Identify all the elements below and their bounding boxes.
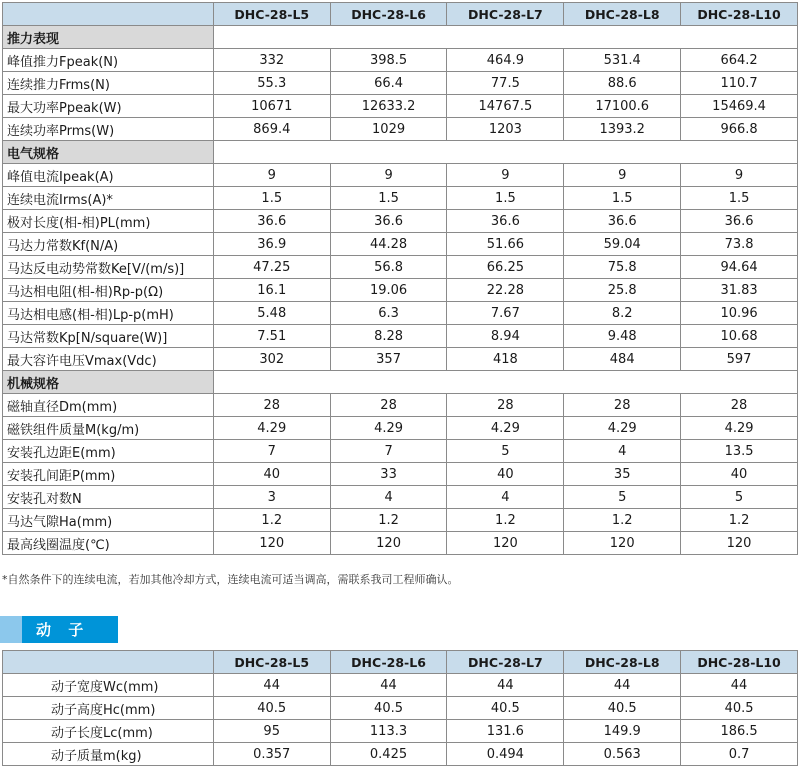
row-label: 马达反电动势常数Ke[V/(m/s)]: [3, 256, 214, 279]
model-header: DHC-28-L8: [564, 651, 681, 674]
value-cell: 5: [564, 486, 681, 509]
row-label: 连续推力Frms(N): [3, 72, 214, 95]
value-cell: 1.5: [447, 187, 564, 210]
value-cell: 17100.6: [564, 95, 681, 118]
row-label: 马达相电感(相-相)Lp-p(mH): [3, 302, 214, 325]
model-header: DHC-28-L5: [213, 3, 330, 26]
value-cell: 51.66: [447, 233, 564, 256]
row-label: 动子高度Hc(mm): [3, 697, 214, 720]
section-title: 机械规格: [3, 371, 214, 394]
value-cell: 28: [447, 394, 564, 417]
row-label: 最高线圈温度(℃): [3, 532, 214, 555]
table-row: [3, 233, 798, 256]
value-cell: 28: [681, 394, 798, 417]
value-cell: 1.5: [330, 187, 447, 210]
value-cell: 77.5: [447, 72, 564, 95]
table-row: [3, 486, 798, 509]
value-cell: 7: [330, 440, 447, 463]
section-title: 电气规格: [3, 141, 214, 164]
value-cell: 4.29: [447, 417, 564, 440]
row-label: 动子宽度Wc(mm): [3, 674, 214, 697]
value-cell: 484: [564, 348, 681, 371]
section-header-row: [3, 371, 798, 394]
value-cell: 398.5: [330, 49, 447, 72]
value-cell: 4.29: [564, 417, 681, 440]
value-cell: 464.9: [447, 49, 564, 72]
value-cell: 16.1: [213, 279, 330, 302]
value-cell: 966.8: [681, 118, 798, 141]
model-header: DHC-28-L8: [564, 3, 681, 26]
row-label: 峰值推力Fpeak(N): [3, 49, 214, 72]
value-cell: 40.5: [681, 697, 798, 720]
value-cell: 10671: [213, 95, 330, 118]
value-cell: 531.4: [564, 49, 681, 72]
value-cell: 120: [213, 532, 330, 555]
mover-section-header: [0, 616, 118, 643]
value-cell: 66.25: [447, 256, 564, 279]
table-row: [3, 509, 798, 532]
value-cell: 0.563: [564, 743, 681, 766]
row-label: 动子质量m(kg): [3, 743, 214, 766]
value-cell: 131.6: [447, 720, 564, 743]
value-cell: 4: [330, 486, 447, 509]
section-title: 推力表现: [3, 26, 214, 49]
value-cell: 35: [564, 463, 681, 486]
section-filler: [213, 371, 797, 394]
value-cell: 9: [681, 164, 798, 187]
header-corner-cell: [3, 3, 214, 26]
row-label: 马达相电阻(相-相)Rp-p(Ω): [3, 279, 214, 302]
row-label: 最大容许电压Vmax(Vdc): [3, 348, 214, 371]
spec-table: [2, 2, 798, 555]
mover-header-accent: [0, 616, 22, 643]
value-cell: 120: [564, 532, 681, 555]
header-corner-cell: [3, 651, 214, 674]
value-cell: 56.8: [330, 256, 447, 279]
value-cell: 7.51: [213, 325, 330, 348]
value-cell: 0.357: [213, 743, 330, 766]
table-row: [3, 302, 798, 325]
value-cell: 40.5: [213, 697, 330, 720]
value-cell: 95: [213, 720, 330, 743]
table-row: [3, 720, 798, 743]
row-label: 动子长度Lc(mm): [3, 720, 214, 743]
value-cell: 40.5: [447, 697, 564, 720]
value-cell: 9: [447, 164, 564, 187]
section-header-row: [3, 26, 798, 49]
row-label: 磁轴直径Dm(mm): [3, 394, 214, 417]
value-cell: 28: [330, 394, 447, 417]
row-label: 峰值电流Ipeak(A): [3, 164, 214, 187]
spec-header-row: [3, 3, 798, 26]
value-cell: 4.29: [330, 417, 447, 440]
value-cell: 9: [564, 164, 681, 187]
value-cell: 44: [681, 674, 798, 697]
value-cell: 7: [213, 440, 330, 463]
value-cell: 12633.2: [330, 95, 447, 118]
model-header: DHC-28-L6: [330, 651, 447, 674]
value-cell: 302: [213, 348, 330, 371]
value-cell: 22.28: [447, 279, 564, 302]
mover-table: [2, 650, 798, 766]
section-filler: [213, 26, 797, 49]
row-label: 最大功率Ppeak(W): [3, 95, 214, 118]
value-cell: 9: [213, 164, 330, 187]
table-row: [3, 348, 798, 371]
value-cell: 75.8: [564, 256, 681, 279]
value-cell: 1.5: [681, 187, 798, 210]
value-cell: 40: [681, 463, 798, 486]
table-row: [3, 394, 798, 417]
value-cell: 88.6: [564, 72, 681, 95]
value-cell: 36.6: [681, 210, 798, 233]
model-header: DHC-28-L10: [681, 3, 798, 26]
row-label: 磁铁组件质量M(kg/m): [3, 417, 214, 440]
model-header: DHC-28-L5: [213, 651, 330, 674]
row-label: 安装孔边距E(mm): [3, 440, 214, 463]
value-cell: 113.3: [330, 720, 447, 743]
value-cell: 7.67: [447, 302, 564, 325]
table-row: [3, 440, 798, 463]
value-cell: 9.48: [564, 325, 681, 348]
model-header: DHC-28-L10: [681, 651, 798, 674]
value-cell: 664.2: [681, 49, 798, 72]
mover-section-title: 动 子: [22, 616, 118, 643]
value-cell: 25.8: [564, 279, 681, 302]
value-cell: 0.425: [330, 743, 447, 766]
value-cell: 9: [330, 164, 447, 187]
value-cell: 44: [447, 674, 564, 697]
value-cell: 33: [330, 463, 447, 486]
value-cell: 40.5: [330, 697, 447, 720]
value-cell: 332: [213, 49, 330, 72]
value-cell: 1.2: [564, 509, 681, 532]
value-cell: 59.04: [564, 233, 681, 256]
value-cell: 3: [213, 486, 330, 509]
value-cell: 1.2: [330, 509, 447, 532]
value-cell: 66.4: [330, 72, 447, 95]
row-label: 安装孔对数N: [3, 486, 214, 509]
value-cell: 120: [447, 532, 564, 555]
value-cell: 8.94: [447, 325, 564, 348]
table-row: [3, 187, 798, 210]
table-row: [3, 417, 798, 440]
value-cell: 5.48: [213, 302, 330, 325]
value-cell: 1.5: [564, 187, 681, 210]
value-cell: 8.28: [330, 325, 447, 348]
row-label: 安装孔间距P(mm): [3, 463, 214, 486]
model-header: DHC-28-L7: [447, 651, 564, 674]
row-label: 马达常数Kp[N/square(W)]: [3, 325, 214, 348]
table-row: [3, 532, 798, 555]
value-cell: 597: [681, 348, 798, 371]
table-row: [3, 49, 798, 72]
value-cell: 28: [213, 394, 330, 417]
table-row: [3, 674, 798, 697]
table-row: [3, 743, 798, 766]
value-cell: 1.2: [213, 509, 330, 532]
value-cell: 186.5: [681, 720, 798, 743]
value-cell: 36.9: [213, 233, 330, 256]
footnote: *自然条件下的连续电流，若加其他冷却方式，连续电流可适当调高，需联系我司工程师确认。: [2, 573, 459, 586]
value-cell: 10.96: [681, 302, 798, 325]
model-header: DHC-28-L6: [330, 3, 447, 26]
row-label: 马达气隙Ha(mm): [3, 509, 214, 532]
value-cell: 1393.2: [564, 118, 681, 141]
table-row: [3, 210, 798, 233]
value-cell: 4.29: [213, 417, 330, 440]
value-cell: 120: [330, 532, 447, 555]
value-cell: 8.2: [564, 302, 681, 325]
value-cell: 4: [447, 486, 564, 509]
section-header-row: [3, 141, 798, 164]
value-cell: 40: [213, 463, 330, 486]
value-cell: 120: [681, 532, 798, 555]
value-cell: 28: [564, 394, 681, 417]
value-cell: 36.6: [564, 210, 681, 233]
value-cell: 1.5: [213, 187, 330, 210]
value-cell: 13.5: [681, 440, 798, 463]
value-cell: 40.5: [564, 697, 681, 720]
value-cell: 15469.4: [681, 95, 798, 118]
value-cell: 1203: [447, 118, 564, 141]
table-row: [3, 95, 798, 118]
value-cell: 47.25: [213, 256, 330, 279]
value-cell: 55.3: [213, 72, 330, 95]
row-label: 马达力常数Kf(N/A): [3, 233, 214, 256]
table-row: [3, 72, 798, 95]
row-label: 连续功率Prms(W): [3, 118, 214, 141]
value-cell: 94.64: [681, 256, 798, 279]
row-label: 极对长度(相-相)PL(mm): [3, 210, 214, 233]
value-cell: 1029: [330, 118, 447, 141]
row-label: 连续电流Irms(A)*: [3, 187, 214, 210]
table-row: [3, 697, 798, 720]
value-cell: 44.28: [330, 233, 447, 256]
table-row: [3, 463, 798, 486]
value-cell: 44: [330, 674, 447, 697]
table-row: [3, 325, 798, 348]
value-cell: 73.8: [681, 233, 798, 256]
value-cell: 357: [330, 348, 447, 371]
value-cell: 10.68: [681, 325, 798, 348]
value-cell: 5: [681, 486, 798, 509]
value-cell: 149.9: [564, 720, 681, 743]
mover-header-row: [3, 651, 798, 674]
value-cell: 40: [447, 463, 564, 486]
value-cell: 418: [447, 348, 564, 371]
table-row: [3, 256, 798, 279]
value-cell: 36.6: [330, 210, 447, 233]
value-cell: 0.7: [681, 743, 798, 766]
value-cell: 44: [564, 674, 681, 697]
value-cell: 19.06: [330, 279, 447, 302]
value-cell: 36.6: [213, 210, 330, 233]
table-row: [3, 118, 798, 141]
value-cell: 44: [213, 674, 330, 697]
value-cell: 4.29: [681, 417, 798, 440]
value-cell: 4: [564, 440, 681, 463]
value-cell: 0.494: [447, 743, 564, 766]
value-cell: 6.3: [330, 302, 447, 325]
value-cell: 869.4: [213, 118, 330, 141]
table-row: [3, 164, 798, 187]
value-cell: 5: [447, 440, 564, 463]
model-header: DHC-28-L7: [447, 3, 564, 26]
value-cell: 14767.5: [447, 95, 564, 118]
value-cell: 36.6: [447, 210, 564, 233]
table-row: [3, 279, 798, 302]
value-cell: 31.83: [681, 279, 798, 302]
value-cell: 1.2: [681, 509, 798, 532]
value-cell: 1.2: [447, 509, 564, 532]
value-cell: 110.7: [681, 72, 798, 95]
section-filler: [213, 141, 797, 164]
